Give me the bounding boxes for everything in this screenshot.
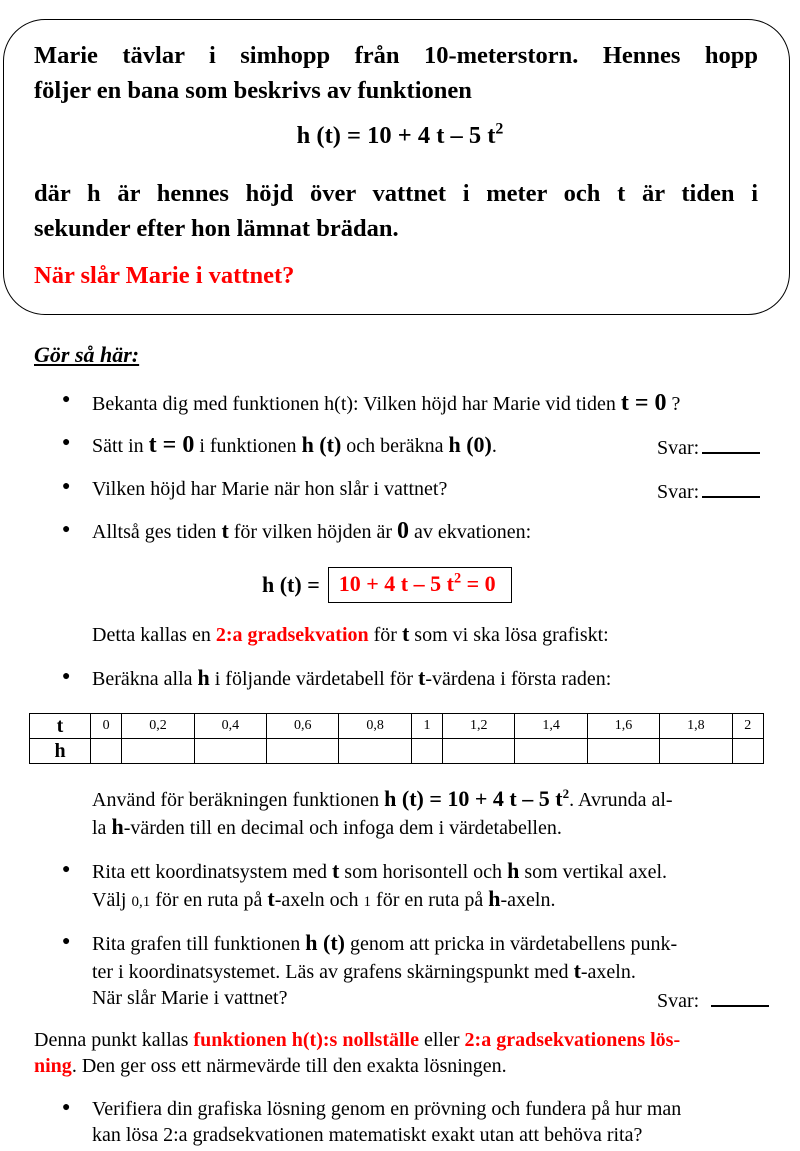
bullet-icon: ● bbox=[62, 669, 71, 684]
t: -axeln. bbox=[500, 889, 556, 911]
conclusion-line1 bbox=[34, 1027, 680, 1053]
t: genom att pricka in värdetabellens punk- bbox=[345, 933, 678, 955]
t-cell: 1,8 bbox=[660, 714, 732, 739]
t-cell: 0,6 bbox=[267, 714, 339, 739]
t: t bbox=[267, 886, 275, 911]
t: h (t) bbox=[305, 930, 345, 955]
t: som horisontell och bbox=[339, 861, 508, 883]
bullet-icon: ● bbox=[62, 1100, 71, 1115]
t: h (t) = 10 + 4 t – 5 t bbox=[384, 786, 563, 811]
t: som vi ska lösa grafiskt: bbox=[409, 624, 609, 646]
use-line1 bbox=[92, 786, 673, 813]
answer-blank[interactable] bbox=[702, 476, 760, 498]
t: . Avrunda al- bbox=[569, 789, 673, 811]
svar-label: Svar: bbox=[657, 437, 700, 459]
t: h bbox=[507, 858, 520, 883]
t-cell: 1,4 bbox=[515, 714, 587, 739]
item-7-line3: När slår Marie i vattnet? bbox=[92, 987, 288, 1009]
t: Använd för beräkningen funktionen bbox=[92, 789, 385, 811]
t: för en ruta på bbox=[150, 889, 268, 911]
bullet-icon: ● bbox=[62, 934, 71, 949]
row-label-t: t bbox=[30, 714, 91, 739]
t: funktionen h(t):s nollställe bbox=[193, 1029, 419, 1051]
equation-exp: 2 bbox=[453, 570, 462, 587]
item-1-end: ? bbox=[666, 393, 681, 415]
formula-rhs: 10 + 4 t – 5 t bbox=[367, 122, 496, 149]
item-6-line1 bbox=[92, 858, 667, 885]
t: för en ruta på bbox=[371, 889, 489, 911]
problem-desc-line1: där h är hennes höjd över vattnet i meter och t är tiden i bbox=[34, 180, 758, 207]
item-8-line1: Verifiera din grafiska lösning genom en prövning och fundera på hur man bbox=[92, 1098, 682, 1120]
problem-desc-line2: sekunder efter hon lämnat brädan. bbox=[34, 215, 399, 242]
problem-question: När slår Marie i vattnet? bbox=[34, 262, 295, 289]
t: -axeln och bbox=[274, 889, 364, 911]
t: Rita ett koordinatsystem med bbox=[92, 861, 332, 883]
t: av ekvationen: bbox=[409, 521, 532, 543]
answer-field-1[interactable] bbox=[657, 432, 760, 460]
row-label-h: h bbox=[30, 739, 91, 764]
t: Denna punkt kallas bbox=[34, 1029, 194, 1051]
instructions-heading: Gör så här: bbox=[34, 342, 140, 367]
item-1 bbox=[92, 390, 680, 417]
item-6-line2 bbox=[92, 886, 555, 915]
h-cell[interactable] bbox=[411, 739, 442, 764]
t: Alltså ges tiden bbox=[92, 521, 222, 543]
t: la bbox=[92, 817, 112, 839]
value-table bbox=[29, 713, 764, 764]
problem-intro-line2: följer en bana som beskrivs av funktionen bbox=[34, 77, 472, 104]
h-cell[interactable] bbox=[587, 739, 659, 764]
answer-blank[interactable] bbox=[702, 432, 760, 454]
t: Sätt in bbox=[92, 435, 149, 457]
h-cell[interactable] bbox=[267, 739, 339, 764]
equation-lhs: h (t) = bbox=[262, 572, 320, 597]
t: 1 bbox=[363, 894, 372, 910]
note-highlight: 2:a gradsekvation bbox=[215, 624, 369, 646]
h-cell[interactable] bbox=[732, 739, 763, 764]
t: ter i koordinatsystemet. Läs av grafens skärningspunkt med bbox=[92, 961, 574, 983]
equation-end: = 0 bbox=[461, 571, 496, 596]
t: h bbox=[111, 814, 124, 839]
equation-box bbox=[328, 567, 512, 603]
bullet-icon: ● bbox=[62, 862, 71, 877]
t-cell: 0,8 bbox=[339, 714, 411, 739]
t-cell: 1,6 bbox=[587, 714, 659, 739]
t: 0 bbox=[397, 518, 410, 544]
t: -värdena i första raden: bbox=[425, 668, 612, 690]
t: h bbox=[197, 665, 210, 690]
item-2 bbox=[92, 432, 497, 459]
item-7-line1 bbox=[92, 930, 677, 957]
t: . Den ger oss ett närmevärde till den exakta lösningen. bbox=[71, 1055, 507, 1077]
t-cell: 0,2 bbox=[122, 714, 194, 739]
t: -värden till en decimal och infoga dem i värdetabellen. bbox=[123, 817, 562, 839]
t: . bbox=[491, 435, 497, 457]
t-cell: 0,4 bbox=[194, 714, 266, 739]
t: 2 bbox=[562, 786, 570, 802]
svar-label: Svar: bbox=[657, 990, 700, 1012]
item-5 bbox=[92, 665, 611, 692]
t: h (0) bbox=[448, 432, 492, 457]
problem-formula bbox=[0, 122, 800, 150]
item-1-bold: t = 0 bbox=[620, 390, 667, 416]
formula-eq: = bbox=[340, 122, 368, 149]
h-cell[interactable] bbox=[339, 739, 411, 764]
h-cell[interactable] bbox=[515, 739, 587, 764]
h-cell[interactable] bbox=[443, 739, 515, 764]
t: h bbox=[488, 886, 501, 911]
bullet-icon: ● bbox=[62, 435, 71, 450]
t: t bbox=[221, 518, 229, 543]
t: och beräkna bbox=[341, 435, 449, 457]
t: ning bbox=[34, 1055, 72, 1077]
answer-field-3[interactable] bbox=[657, 985, 769, 1013]
t: t bbox=[401, 621, 410, 646]
bullet-icon: ● bbox=[62, 392, 71, 407]
item-7-line2 bbox=[92, 958, 636, 985]
svar-label: Svar: bbox=[657, 481, 700, 503]
equation-rhs: 10 + 4 t – 5 t bbox=[338, 571, 454, 596]
t: t bbox=[573, 958, 581, 983]
t: i följande värdetabell för bbox=[209, 668, 418, 690]
equation bbox=[262, 567, 512, 603]
t: h (t) bbox=[301, 432, 342, 457]
t: t = 0 bbox=[148, 432, 195, 458]
item-1-text: Bekanta dig med funktionen h(t): Vilken höjd har Marie vid tiden bbox=[92, 393, 621, 415]
t-cell: 1,2 bbox=[443, 714, 515, 739]
t: för vilken höjden är bbox=[228, 521, 398, 543]
note bbox=[92, 621, 609, 648]
item-3: Vilken höjd har Marie när hon slår i vattnet? bbox=[92, 478, 448, 500]
t: 2:a gradsekvationens lös- bbox=[464, 1029, 681, 1051]
table-row-h bbox=[30, 739, 764, 764]
t: eller bbox=[419, 1029, 465, 1051]
t: t bbox=[418, 665, 426, 690]
t: Detta kallas en bbox=[92, 624, 216, 646]
t-cell: 2 bbox=[732, 714, 763, 739]
answer-blank[interactable] bbox=[711, 985, 769, 1007]
t: t bbox=[331, 858, 340, 883]
use-line2 bbox=[92, 814, 562, 841]
t: som vertikal axel. bbox=[519, 861, 668, 883]
h-cell[interactable] bbox=[194, 739, 266, 764]
t: i funktionen bbox=[194, 435, 302, 457]
item-8-line2: kan lösa 2:a gradsekvationen matematiskt exakt utan att behöva rita? bbox=[92, 1124, 643, 1146]
t: Välj bbox=[92, 889, 132, 911]
t: för bbox=[368, 624, 402, 646]
problem-intro-line1: Marie tävlar i simhopp från 10-meterstorn. Hennes hopp bbox=[34, 42, 758, 69]
answer-field-2[interactable] bbox=[657, 476, 760, 504]
bullet-icon: ● bbox=[62, 479, 71, 494]
h-cell[interactable] bbox=[122, 739, 194, 764]
item-4 bbox=[92, 518, 531, 545]
table-row-t bbox=[30, 714, 764, 739]
t-cell: 0 bbox=[91, 714, 122, 739]
t: Beräkna alla bbox=[92, 668, 198, 690]
conclusion-line2 bbox=[34, 1053, 507, 1079]
t: -axeln. bbox=[580, 961, 636, 983]
formula-exp: 2 bbox=[495, 120, 504, 138]
t: 0,1 bbox=[131, 894, 151, 910]
t-cell: 1 bbox=[411, 714, 442, 739]
t: Rita grafen till funktionen bbox=[92, 933, 306, 955]
h-cell[interactable] bbox=[660, 739, 732, 764]
h-cell[interactable] bbox=[91, 739, 122, 764]
formula-lhs: h (t) bbox=[296, 122, 341, 149]
bullet-icon: ● bbox=[62, 522, 71, 537]
